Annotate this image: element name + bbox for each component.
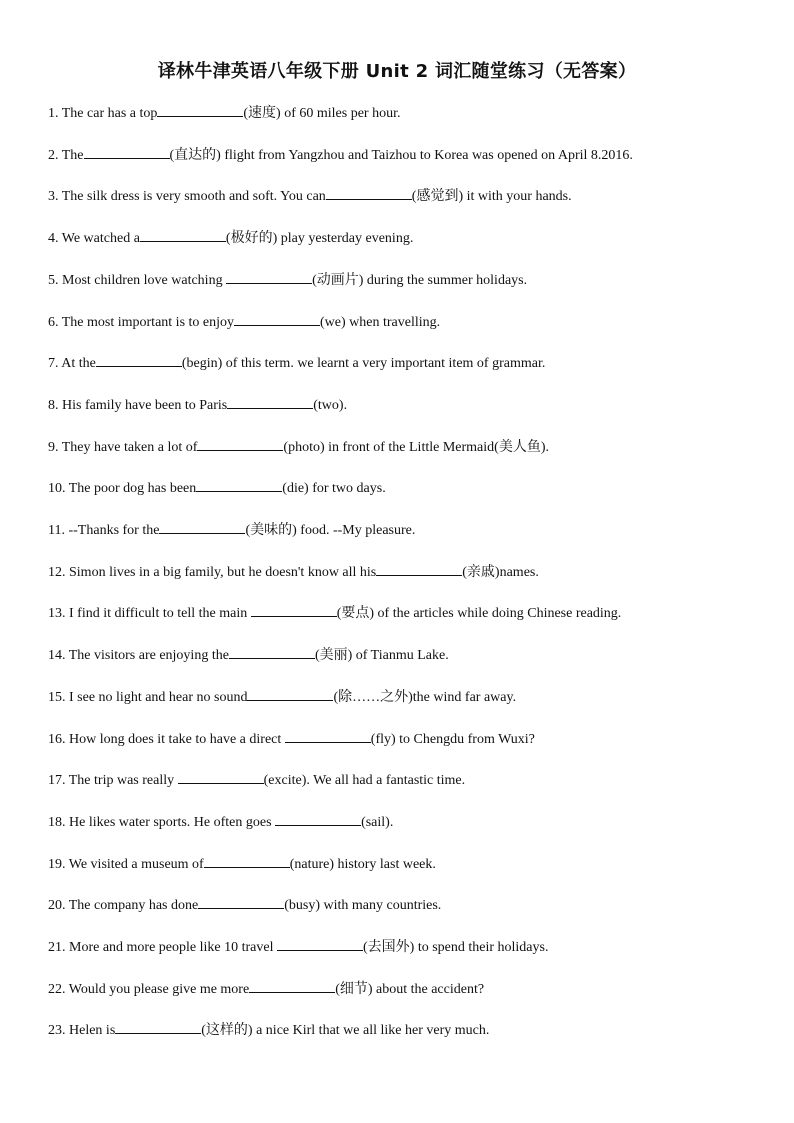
question-item — [48, 687, 768, 707]
question-text-after: a nice Kirl that we all like her very much. — [252, 1023, 490, 1039]
question-text-after: the wind far away. — [412, 689, 517, 705]
question-item — [48, 186, 768, 206]
answer-blank[interactable] — [326, 186, 412, 200]
word-hint: (busy) — [284, 898, 320, 914]
answer-blank[interactable] — [251, 603, 337, 617]
question-text-after: names. — [499, 564, 539, 580]
question-text-before: The — [61, 147, 84, 163]
question-item — [48, 770, 768, 790]
question-text-before: How long does it take to have a direct — [69, 731, 285, 747]
question-number: 12. — [48, 564, 69, 580]
question-text-after: with many countries. — [320, 898, 442, 914]
question-text-after: flight from Yangzhou and Taizhou to Korea was opened on April 8.2016. — [220, 147, 633, 163]
answer-blank[interactable] — [96, 353, 182, 367]
answer-blank[interactable] — [140, 228, 226, 242]
question-text-before: The company has done — [68, 898, 199, 914]
question-number: 21. — [48, 940, 69, 955]
question-number: 19. — [48, 856, 69, 872]
word-hint: (亲戚) — [462, 564, 500, 580]
question-number: 3. — [48, 189, 62, 205]
question-text-after: play yesterday evening. — [277, 231, 414, 247]
word-hint: (photo) — [283, 439, 325, 455]
question-number: 23. — [48, 1023, 69, 1039]
question-number: 2. — [48, 147, 62, 163]
question-text-before: Simon lives in a big family, but he doesn't know all his — [69, 564, 377, 580]
answer-blank[interactable] — [229, 645, 315, 659]
question-text-after: it with your hands. — [463, 189, 572, 205]
word-hint: (感觉到) — [411, 189, 464, 205]
word-hint: (直达的) — [169, 147, 221, 163]
word-hint: (we) — [320, 314, 346, 330]
question-item — [48, 270, 768, 290]
question-number: 7. — [48, 356, 62, 372]
answer-blank[interactable] — [115, 1020, 201, 1034]
question-number: 8. — [48, 397, 62, 413]
question-item — [48, 729, 768, 749]
question-item — [48, 312, 768, 332]
question-text-after: of Tianmu Lake. — [352, 648, 449, 664]
answer-blank[interactable] — [277, 937, 363, 951]
answer-blank[interactable] — [197, 437, 283, 451]
question-text-before: Helen is — [69, 1023, 116, 1039]
question-text-after: in front of the Little Mermaid(美人鱼). — [324, 439, 549, 455]
question-item — [48, 895, 768, 915]
question-item — [48, 1020, 768, 1040]
answer-blank[interactable] — [178, 770, 264, 784]
question-number: 14. — [48, 648, 69, 664]
question-item — [48, 979, 768, 999]
answer-blank[interactable] — [234, 312, 320, 326]
question-number: 16. — [48, 731, 69, 747]
question-item — [48, 395, 768, 415]
question-number: 5. — [48, 272, 62, 288]
question-text-after: of this term. we learnt a very important item of grammar. — [222, 356, 546, 372]
question-item — [48, 520, 768, 540]
page-title: 译林牛津英语八年级下册 Unit 2 词汇随堂练习（无答案） — [157, 61, 637, 82]
answer-blank[interactable] — [198, 895, 284, 909]
question-text-after: for two days. — [308, 481, 386, 497]
question-item — [48, 353, 768, 373]
answer-blank[interactable] — [226, 270, 312, 284]
question-number: 11. — [48, 523, 69, 538]
question-text-after: when travelling. — [345, 314, 441, 330]
question-text-before: He likes water sports. He often goes — [69, 814, 276, 830]
word-hint: (除……之外) — [333, 689, 413, 705]
answer-blank[interactable] — [247, 687, 333, 701]
question-text-after: during the summer holidays. — [363, 272, 528, 288]
word-hint: (two). — [313, 397, 348, 413]
word-hint: (美味的) — [245, 523, 297, 538]
question-item — [48, 812, 768, 832]
word-hint: (极好的) — [225, 231, 278, 247]
question-text-before: We visited a museum of — [68, 856, 204, 872]
question-text-after: history last week. — [334, 856, 436, 872]
answer-blank[interactable] — [204, 854, 290, 868]
answer-blank[interactable] — [157, 103, 243, 117]
question-number: 22. — [48, 981, 69, 997]
question-text-before: --Thanks for the — [68, 523, 160, 538]
answer-blank[interactable] — [227, 395, 313, 409]
word-hint: (begin) — [181, 356, 223, 372]
question-item — [48, 645, 768, 665]
answer-blank[interactable] — [159, 520, 245, 534]
question-number: 4. — [48, 231, 62, 247]
answer-blank[interactable] — [249, 979, 335, 993]
question-text-before: His family have been to Paris — [62, 397, 228, 413]
word-hint: (die) — [282, 481, 309, 497]
word-hint: (sail). — [361, 814, 394, 830]
word-hint: (细节) — [335, 981, 373, 997]
question-item — [48, 562, 768, 582]
question-text-after: to spend their holidays. — [414, 940, 549, 955]
word-hint: (fly) — [370, 731, 396, 747]
question-text-after: to Chengdu from Wuxi? — [395, 731, 535, 747]
answer-blank[interactable] — [84, 145, 170, 159]
question-text-before: They have taken a lot of — [61, 439, 198, 455]
word-hint: (excite). — [263, 773, 310, 789]
answer-blank[interactable] — [376, 562, 462, 576]
question-text-before: The visitors are enjoying the — [68, 648, 229, 664]
word-hint: (速度) — [243, 106, 281, 121]
word-hint: (nature) — [289, 856, 335, 872]
question-text-before: The most important is to enjoy — [61, 314, 235, 330]
question-text-before: The trip was really — [68, 773, 178, 789]
question-number: 1. — [48, 106, 62, 121]
question-number: 6. — [48, 314, 62, 330]
question-text-before: More and more people like 10 travel — [69, 940, 277, 955]
question-text-before: I see no light and hear no sound — [69, 689, 248, 705]
question-text-after: We all had a fantastic time. — [309, 773, 466, 789]
answer-blank[interactable] — [275, 812, 361, 826]
question-item — [48, 478, 768, 498]
word-hint: (去国外) — [362, 940, 415, 955]
question-number: 18. — [48, 814, 69, 830]
answer-blank[interactable] — [196, 478, 282, 492]
question-number: 10. — [48, 481, 69, 497]
question-number: 20. — [48, 898, 69, 914]
question-item — [48, 228, 768, 248]
question-text-before: The poor dog has been — [68, 481, 197, 497]
question-text-after: food. --My pleasure. — [296, 523, 416, 538]
question-text-before: Most children love watching — [62, 272, 227, 288]
question-item — [48, 103, 768, 123]
question-text-before: I find it difficult to tell the main — [69, 606, 251, 622]
word-hint: (动画片) — [312, 272, 364, 288]
question-text-before: Would you please give me more — [68, 981, 250, 997]
question-item — [48, 145, 768, 165]
question-number: 15. — [48, 689, 69, 705]
word-hint: (要点) — [336, 606, 375, 622]
answer-blank[interactable] — [285, 729, 371, 743]
question-text-before: We watched a — [61, 231, 140, 247]
question-text-before: At the — [61, 356, 96, 372]
word-hint: (美丽) — [314, 648, 353, 664]
question-text-after: of 60 miles per hour. — [280, 106, 401, 121]
question-text-before: The silk dress is very smooth and soft. You can — [61, 189, 326, 205]
question-text-before: The car has a top — [61, 106, 158, 121]
question-item — [48, 437, 768, 457]
question-number: 13. — [48, 606, 69, 622]
question-number: 17. — [48, 773, 69, 789]
question-text-after: of the articles while doing Chinese reading. — [374, 606, 622, 622]
question-item — [48, 603, 768, 623]
word-hint: (这样的) — [201, 1023, 253, 1039]
question-item — [48, 854, 768, 874]
question-item — [48, 937, 768, 957]
question-number: 9. — [48, 439, 62, 455]
question-text-after: about the accident? — [372, 981, 485, 997]
